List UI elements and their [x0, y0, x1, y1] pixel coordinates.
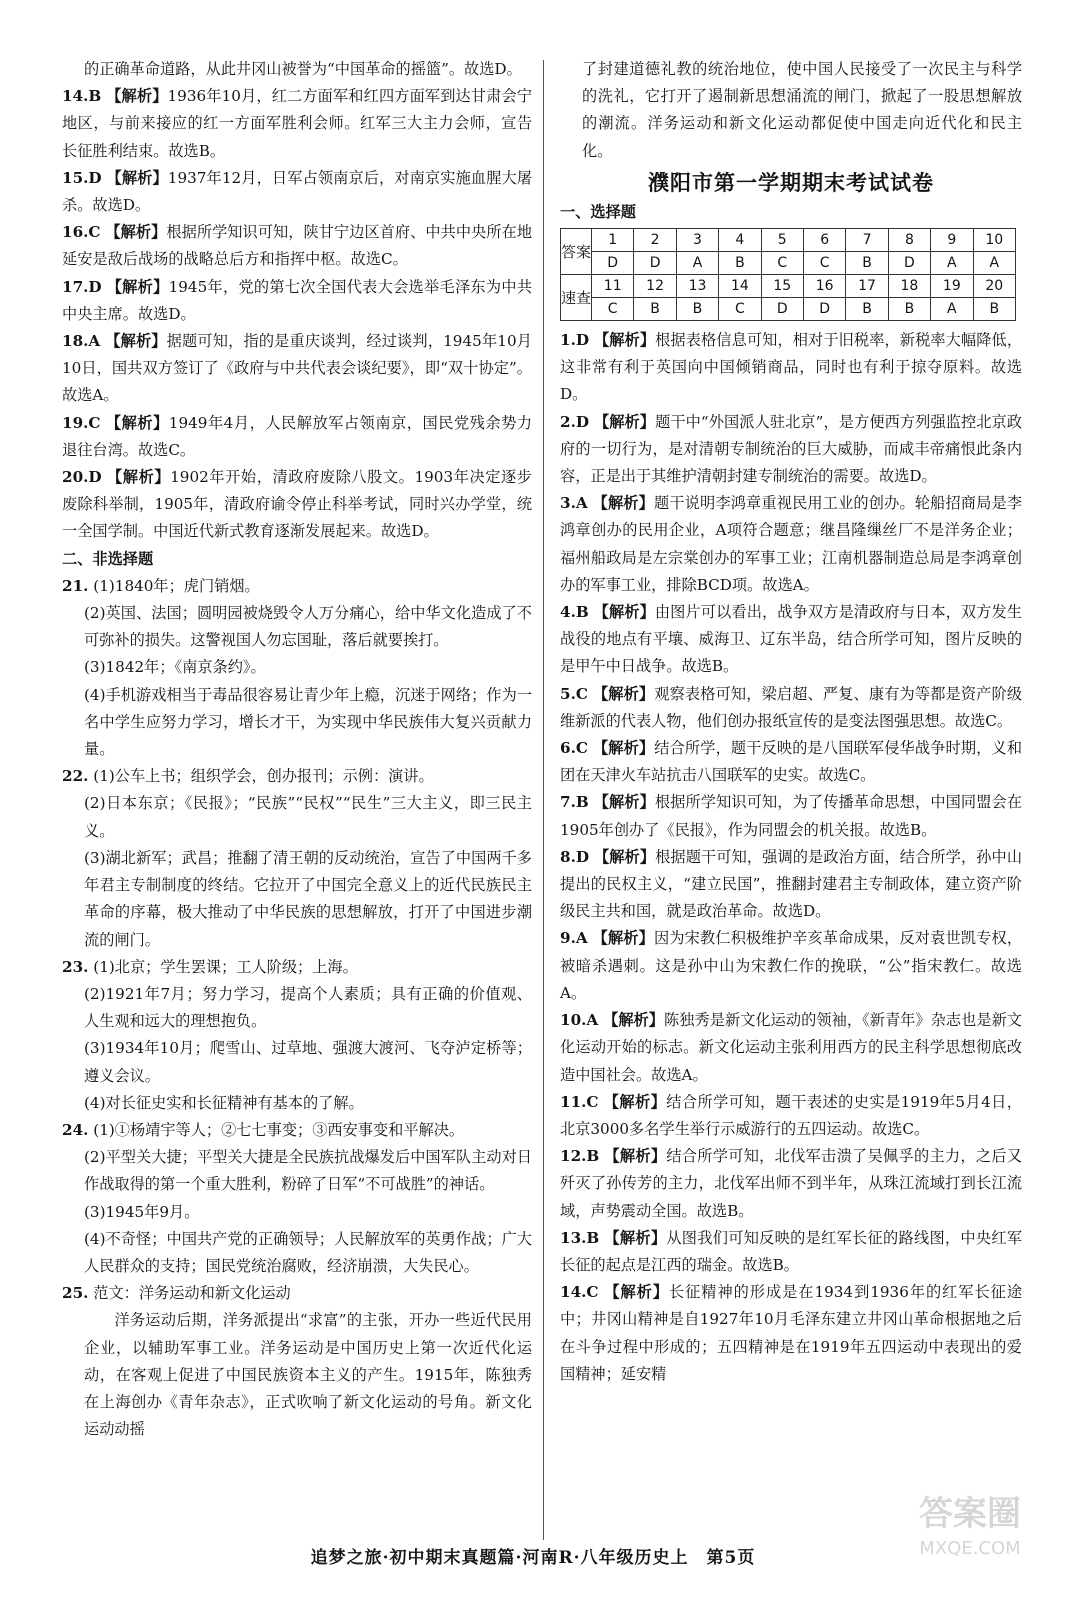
answer-item	[62, 682, 532, 764]
answer-text: 陈独秀是新文化运动的领袖，《新青年》杂志也是新文化运动开始的标志。新文化运动主张利用西方的民主科学思想彻底改造中国社会。故选A。	[560, 1011, 1022, 1084]
question-number-cell: 8	[888, 229, 930, 252]
analysis-tag: 【解析】	[603, 1011, 665, 1030]
answer-number: 24.	[62, 1120, 89, 1139]
answer-cell: C	[592, 298, 634, 321]
answer-cell: A	[931, 252, 973, 275]
answer-text: (2)平型关大捷；平型关大捷是全民族抗战爆发后中国军队主动对日作战取得的第一个重大胜利，粉碎了日军“不可战胜”的神话。	[84, 1148, 532, 1194]
answer-item	[560, 789, 1022, 843]
answer-number: 14.B	[62, 87, 102, 106]
answer-text: 了封建道德礼教的统治地位，使中国人民接受了一次民主与科学的洗礼，它打开了遏制新思想涌流的闸门，掀起了一股思想解放的潮流。洋务运动和新文化运动都促使中国走向近代化和民主化。	[582, 60, 1022, 160]
answer-item	[560, 844, 1022, 926]
answer-text: 题干中“外国派人驻北京”，是方便西方列强监控北京政府的一切行为，是对清朝专制统治的巨大威胁，而咸丰帝痛恨此条内容，正是出于其维护清朝封建专制统治的需要。故选D。	[560, 412, 1023, 486]
answer-number: 1.D	[560, 331, 590, 350]
answer-cell: D	[761, 298, 803, 321]
analysis-tag: 【解析】	[593, 603, 655, 622]
answer-text: (1)公车上书；组织学会，创办报刊；示例：演讲。	[93, 767, 434, 786]
watermark-title: 答案圈	[919, 1494, 1021, 1534]
answer-item	[62, 600, 532, 654]
answer-number: 9.A	[560, 929, 588, 948]
question-number-cell: 14	[719, 275, 761, 298]
answer-text: 1945年，党的第七次全国代表大会选举毛泽东为中共中央主席。故选D。	[62, 277, 533, 323]
answer-number: 4.B	[560, 603, 589, 622]
answer-item	[560, 56, 1022, 165]
answer-number: 17.D	[62, 277, 102, 296]
answer-item	[62, 328, 532, 410]
answer-item	[62, 410, 532, 464]
answer-text: (3)1842年；《南京条约》。	[84, 658, 266, 677]
answer-text: (3)1934年10月；爬雪山、过草地、强渡大渡河、飞夺泸定桥等；遵义会议。	[84, 1039, 532, 1085]
answer-item	[62, 981, 532, 1035]
answer-item	[560, 490, 1022, 599]
right-answers	[560, 327, 1022, 1388]
question-number-cell: 4	[719, 229, 761, 252]
answer-item	[62, 954, 532, 981]
answer-cell: C	[719, 298, 761, 321]
question-number-cell: 5	[761, 229, 803, 252]
answer-text: (3)湖北新军；武昌；推翻了清王朝的反动统治，宣告了中国两千多年君主专制制度的终结。它拉开了中国完全意义上的近代民族民主革命的序幕，极大推动了中华民族的思想解放，打开了中国进步潮流的闸门。	[84, 848, 532, 949]
answer-number: 11.C	[560, 1092, 599, 1111]
answer-number: 8.D	[560, 847, 590, 866]
right-top-continuation	[560, 56, 1022, 165]
answer-item	[560, 1089, 1022, 1143]
question-number-cell: 9	[931, 229, 973, 252]
question-number-cell: 20	[973, 275, 1015, 298]
answer-text: (4)不奇怪；中国共产党的正确领导；人民解放军的英勇作战；广大人民群众的支持；国民党统治腐败，经济崩溃，大失民心。	[84, 1229, 532, 1275]
question-number-cell: 7	[846, 229, 888, 252]
answer-item	[560, 1225, 1022, 1279]
analysis-tag: 【解析】	[106, 277, 169, 296]
answer-text: 因为宋教仁积极维护辛亥革命成果，反对袁世凯专权，被暗杀遇刺。这是孙中山为宋教仁作的挽联，“公”指宋教仁。故选A。	[560, 929, 1023, 1002]
analysis-tag: 【解析】	[592, 739, 655, 758]
answer-table	[560, 228, 1016, 321]
answer-cell: D	[803, 298, 845, 321]
left-column	[62, 56, 532, 1443]
answer-cell: B	[634, 298, 676, 321]
answer-text: (4)对长征史实和长征精神有基本的了解。	[84, 1093, 364, 1112]
answer-number: 23.	[62, 957, 89, 976]
answer-item	[62, 1226, 532, 1280]
answer-item	[62, 274, 532, 328]
answer-cell: D	[888, 252, 930, 275]
analysis-tag: 【解析】	[105, 413, 169, 432]
analysis-tag: 【解析】	[604, 1147, 667, 1166]
answer-item	[62, 219, 532, 273]
answer-item	[560, 409, 1022, 491]
answer-item	[62, 1117, 532, 1144]
question-number-cell: 12	[634, 275, 676, 298]
answer-number: 15.D	[62, 168, 102, 187]
answer-number: 12.B	[560, 1147, 600, 1166]
answer-item	[62, 1199, 532, 1226]
answer-text: 长征精神的形成是在1934到1936年的红军长征途中；井冈山精神是自1927年10月毛泽东建立井冈山革命根据地之后在斗争过程中形成的；五四精神是在1919年五四运动中表现出的爱国精神；延安精	[560, 1283, 1023, 1383]
answer-cell: A	[931, 298, 973, 321]
page-footer: 追梦之旅·初中期末真题篇·河南R·八年级历史上 第5页	[310, 1548, 756, 1568]
answer-text: (4)手机游戏相当于毒品很容易让青少年上瘾，沉迷于网络；作为一名中学生应努力学习，增长才干，为实现中华民族伟大复兴贡献力量。	[84, 685, 532, 759]
answer-text: (1)①杨靖宇等人；②七七事变；③西安事变和平解决。	[93, 1120, 465, 1139]
answer-cell: A	[973, 252, 1015, 275]
answer-cell: D	[634, 252, 676, 275]
answer-cell: C	[761, 252, 803, 275]
answer-cell: C	[803, 252, 845, 275]
answer-item	[62, 1090, 532, 1117]
answer-table-label-top: 答案	[561, 229, 592, 275]
answer-number: 7.B	[560, 793, 589, 812]
answer-item	[560, 1007, 1022, 1089]
section-heading: 二、非选择题	[62, 549, 154, 568]
answer-item	[62, 845, 532, 954]
answer-item	[560, 1143, 1022, 1225]
answer-item	[62, 790, 532, 844]
analysis-tag: 【解析】	[593, 412, 656, 431]
answer-text: 的正确革命道路，从此井冈山被誉为“中国革命的摇篮”。故选D。	[84, 60, 522, 78]
answer-text: 结合所学，题干反映的是八国联军侵华战争时期，义和团在天津火车站抗击八国联军的史实。故选C。	[560, 739, 1023, 785]
analysis-tag: 【解析】	[603, 1092, 667, 1111]
exam-title: 濮阳市第一学期期末考试试卷	[648, 169, 934, 195]
analysis-tag: 【解析】	[593, 331, 656, 350]
answer-text: 1902年开始，清政府废除八股文。1903年决定逐步废除科举制，1905年，清政府谕令停止科举考试，同时兴办学堂，统一全国学制。中国近代新式教育逐渐发展起来。故选D。	[62, 468, 532, 541]
answer-cell: A	[676, 252, 718, 275]
analysis-tag: 【解析】	[105, 332, 167, 351]
analysis-tag: 【解析】	[106, 87, 168, 106]
answer-number: 16.C	[62, 223, 101, 242]
answer-item	[560, 599, 1022, 681]
answer-item	[62, 464, 532, 546]
analysis-tag: 【解析】	[106, 168, 168, 187]
analysis-tag: 【解析】	[107, 468, 171, 487]
answer-number: 5.C	[560, 684, 588, 703]
answer-number: 19.C	[62, 413, 101, 432]
question-number-cell: 1	[592, 229, 634, 252]
answer-text: 结合所学可知，题干表述的史实是1919年5月4日，北京3000多名学生举行示威游行的五四运动。故选C。	[560, 1092, 1022, 1138]
answer-text: 洋务运动后期，洋务派提出“求富”的主张，开办一些近代民用企业，以辅助军事工业。洋务运动是中国历史上第一次近代化运动，在客观上促进了中国民族资本主义的产生。1915年，陈独秀在上海创办《青年杂志》，正式吹响了新文化运动的号角。新文化运动动摇	[84, 1311, 532, 1439]
answer-text: 根据所学知识可知，为了传播革命思想，中国同盟会在1905年创办了《民报》，作为同盟会的机关报。故选B。	[560, 793, 1023, 839]
answer-text: (1)1840年；虎门销烟。	[93, 576, 260, 595]
answer-item	[560, 735, 1022, 789]
answer-cell: B	[846, 298, 888, 321]
answer-cell: B	[846, 252, 888, 275]
answer-text: 观察表格可知，梁启超、严复、康有为等都是资产阶级维新派的代表人物，他们创办报纸宣传的是变法图强思想。故选C。	[560, 684, 1023, 730]
answer-text: 1937年12月，日军占领南京后，对南京实施血腥大屠杀。故选D。	[62, 168, 533, 215]
answer-text: 根据所学知识可知，陕甘宁边区首府、中共中央所在地延安是敌后战场的战略总后方和指挥中枢。故选C。	[62, 223, 533, 269]
answer-text: 据题可知，指的是重庆谈判，经过谈判，1945年10月10日，国共双方签订了《政府与中共代表会谈纪要》，即“双十协定”。故选A。	[62, 332, 532, 405]
analysis-tag: 【解析】	[592, 929, 654, 948]
question-number-cell: 6	[803, 229, 845, 252]
watermark-url: MXQE.COM	[919, 1538, 1021, 1559]
answer-number: 6.C	[560, 739, 588, 758]
answer-text: 范文：洋务运动和新文化运动	[93, 1284, 291, 1303]
question-number-cell: 18	[888, 275, 930, 298]
question-number-cell: 2	[634, 229, 676, 252]
answer-item	[62, 56, 532, 83]
answer-item	[560, 1279, 1022, 1388]
analysis-tag: 【解析】	[105, 223, 167, 242]
answer-cell: B	[888, 298, 930, 321]
watermark-logo	[910, 1490, 1030, 1580]
answer-text: 题干说明李鸿章重视民用工业的创办。轮船招商局是李鸿章创办的民用企业，A项符合题意；继昌隆缫丝厂不是洋务企业；福州船政局是左宗棠创办的军事工业；江南机器制造总局是李鸿章创办的军事工业，排除BCD项。故选A。	[560, 494, 1023, 594]
answer-text: 根据题干可知，强调的是政治方面，结合所学，孙中山提出的民权主义，“建立民国”，推翻封建君主专制政体，建立资产阶级民主共和国，就是政治革命。故选D。	[560, 847, 1023, 921]
answer-item	[62, 654, 532, 681]
question-number-cell: 16	[803, 275, 845, 298]
answer-item	[62, 763, 532, 790]
answer-number: 25.	[62, 1284, 89, 1303]
question-number-cell: 19	[931, 275, 973, 298]
question-number-cell: 13	[676, 275, 718, 298]
analysis-tag: 【解析】	[593, 847, 656, 866]
question-number-cell: 15	[761, 275, 803, 298]
answer-number: 13.B	[560, 1228, 600, 1247]
question-number-cell: 3	[676, 229, 718, 252]
right-column	[560, 56, 1022, 1388]
answer-item	[62, 1035, 532, 1089]
answer-text: (2)1921年7月；努力学习，提高个人素质；具有正确的价值观、人生观和远大的理想抱负。	[84, 984, 532, 1031]
answer-item	[62, 1307, 532, 1443]
answer-text: 由图片可以看出，战争双方是清政府与日本，双方发生战役的地点有平壤、威海卫、辽东半岛，结合所学可知，图片反映的是甲午中日战争。故选B。	[560, 603, 1023, 676]
answer-table-label-bottom: 速查	[561, 275, 592, 321]
question-number-cell: 10	[973, 229, 1015, 252]
answer-number: 21.	[62, 576, 89, 595]
answer-text: (2)日本东京；《民报》；“民族”“民权”“民生”三大主义，即三民主义。	[84, 794, 532, 840]
answer-number: 2.D	[560, 412, 590, 431]
analysis-tag: 【解析】	[592, 494, 654, 513]
answer-text: (3)1945年9月。	[84, 1202, 200, 1221]
answer-number: 22.	[62, 767, 89, 786]
answer-text: 结合所学可知，北伐军击溃了吴佩孚的主力，之后又歼灭了孙传芳的主力，北伐军出师不到半年，从珠江流域打到长江流域，声势震动全国。故选B。	[560, 1147, 1023, 1220]
answer-number: 10.A	[560, 1011, 599, 1030]
answer-item	[560, 925, 1022, 1007]
analysis-tag: 【解析】	[592, 684, 655, 703]
answer-number: 3.A	[560, 494, 588, 513]
answer-item	[560, 681, 1022, 735]
answer-cell: B	[719, 252, 761, 275]
analysis-tag: 【解析】	[593, 793, 655, 812]
answer-cell: B	[973, 298, 1015, 321]
answer-text: (2)英国、法国；圆明园被烧毁令人万分痛心，给中华文化造成了不可弥补的损失。这警视国人勿忘国耻，落后就要挨打。	[84, 604, 532, 650]
column-divider	[543, 60, 544, 1540]
answer-cell: B	[676, 298, 718, 321]
answer-item	[62, 1280, 532, 1307]
answer-number: 18.A	[62, 332, 101, 351]
answer-number: 14.C	[560, 1283, 599, 1302]
answer-text: 根据表格信息可知，相对于旧税率，新税率大幅降低，这非常有利于英国向中国倾销商品，同时也有利于掠夺原料。故选D。	[560, 331, 1023, 404]
section-choice-heading: 一、选择题	[560, 202, 636, 221]
analysis-tag: 【解析】	[604, 1283, 669, 1302]
answer-text: (1)北京；学生罢课；工人阶级；上海。	[93, 957, 358, 976]
analysis-tag: 【解析】	[604, 1228, 667, 1247]
question-number-cell: 11	[592, 275, 634, 298]
answer-item	[62, 165, 532, 219]
answer-number: 20.D	[62, 468, 102, 487]
answer-text: 1936年10月，红二方面军和红四方面军到达甘肃会宁地区，与前来接应的红一方面军胜利会师。红军三大主力会师，宣告长征胜利结束。故选B。	[62, 87, 533, 160]
answer-text: 从图我们可知反映的是红军长征的路线图，中央红军长征的起点是江西的瑞金。故选B。	[560, 1228, 1023, 1274]
answer-item	[62, 83, 532, 165]
answer-item	[560, 327, 1022, 409]
answer-item	[62, 1144, 532, 1198]
answer-text: 1949年4月，人民解放军占领南京，国民党残余势力退往台湾。故选C。	[62, 413, 533, 459]
answer-cell: D	[592, 252, 634, 275]
answer-item	[62, 573, 532, 600]
question-number-cell: 17	[846, 275, 888, 298]
